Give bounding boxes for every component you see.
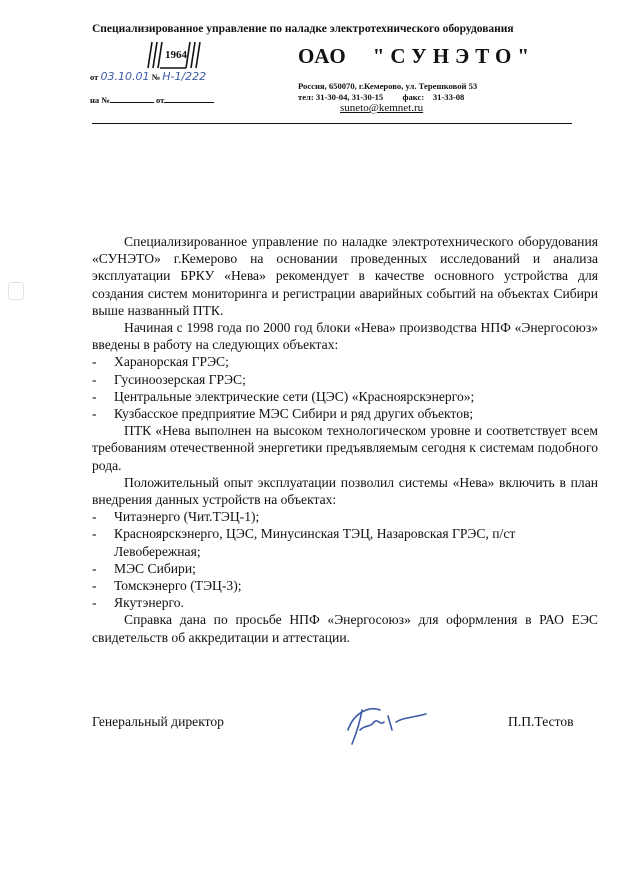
paragraph-3: ПТК «Нева выполнен на высоком технологическом уровне и соответствует всем требованиям отечественной энергетики предъявляемым сегодня к системам подобного рода. (92, 423, 598, 473)
reference-number-label: на № (90, 95, 110, 105)
paragraph-1: Специализированное управление по наладке электротехнического оборудования «СУНЭТО» г.Кемерово на основании проведенных исследований и анализа эксплуатации БРКУ «Нева» рекомендует в качестве основного устройства для создания систем мониторинга и регистрации аварийных событий на объектах Сибири выше названный ПТК. (92, 234, 598, 318)
objects-list (92, 353, 598, 422)
company-name: "СУНЭТО" (372, 44, 536, 68)
handwritten-date: 03.10.01 (100, 70, 150, 83)
logo-year: 1964 (165, 49, 187, 61)
handwritten-signature (340, 700, 430, 748)
paragraph-4: Положительный опыт эксплуатации позволил системы «Нева» включить в план внедрения данных устройств на объектах: (92, 474, 598, 508)
list-item: - МЭС Сибири; (92, 560, 598, 577)
date-label: от (90, 72, 99, 82)
punch-hole-mark (8, 282, 24, 300)
reference-date-label: от (155, 95, 165, 105)
company-email: suneto@kemnet.ru (340, 102, 424, 114)
reference-number-blank (110, 93, 154, 103)
fax-number: 31-33-08 (432, 92, 465, 102)
company-title (298, 44, 535, 69)
header-divider (92, 123, 572, 124)
outgoing-registration (90, 70, 206, 83)
address-line: Россия, 650070, г.Кемерово, ул. Терешковой 53 (298, 81, 478, 91)
fax-label: факс: (402, 92, 425, 102)
signatory-name: П.П.Тестов (508, 714, 574, 729)
list-item: - Центральные электрические сети (ЦЭС) «Красноярскэнерго»; (92, 388, 598, 405)
paragraph-5: Справка дана по просьбе НПФ «Энергосоюз» для оформления в РАО ЕЭС свидетельств об аккредитации и аттестации. (92, 612, 598, 645)
paragraph-2: Начиная с 1998 года по 2000 год блоки «Нева» производства НПФ «Энергосоюз» введены в работу на следующих объектах: (92, 320, 598, 353)
letter-body (92, 233, 598, 646)
reference-date-blank (164, 93, 214, 103)
list-item: - Красноярскэнерго, ЦЭС, Минусинская ТЭЦ, Назаровская ГРЭС, п/ст Левобережная; (92, 525, 598, 559)
list-item: - Томскэнерго (ТЭЦ-3); (92, 577, 598, 594)
list-item: - Харанорская ГРЭС; (92, 353, 598, 370)
company-form: ОАО (298, 44, 347, 68)
company-logo (146, 38, 206, 72)
number-label: № (151, 72, 161, 82)
list-item: - Якутэнерго. (92, 594, 598, 611)
planned-objects-list (92, 508, 598, 611)
list-item: - Читаэнерго (Чит.ТЭЦ-1); (92, 508, 598, 525)
list-item: - Кузбасское предприятие МЭС Сибири и ряд других объектов; (92, 405, 598, 422)
list-item: - Гусиноозерская ГРЭС; (92, 371, 598, 388)
phone-label: тел: (298, 92, 314, 102)
phone-numbers: 31-30-04, 31-30-15 (315, 92, 384, 102)
organization-line: Специализированное управление по наладке электротехнического оборудования (92, 23, 514, 35)
company-address (298, 81, 477, 103)
incoming-reference (90, 93, 214, 105)
signatory-title: Генеральный директор (92, 714, 224, 729)
handwritten-number: Н-1/222 (162, 70, 207, 83)
